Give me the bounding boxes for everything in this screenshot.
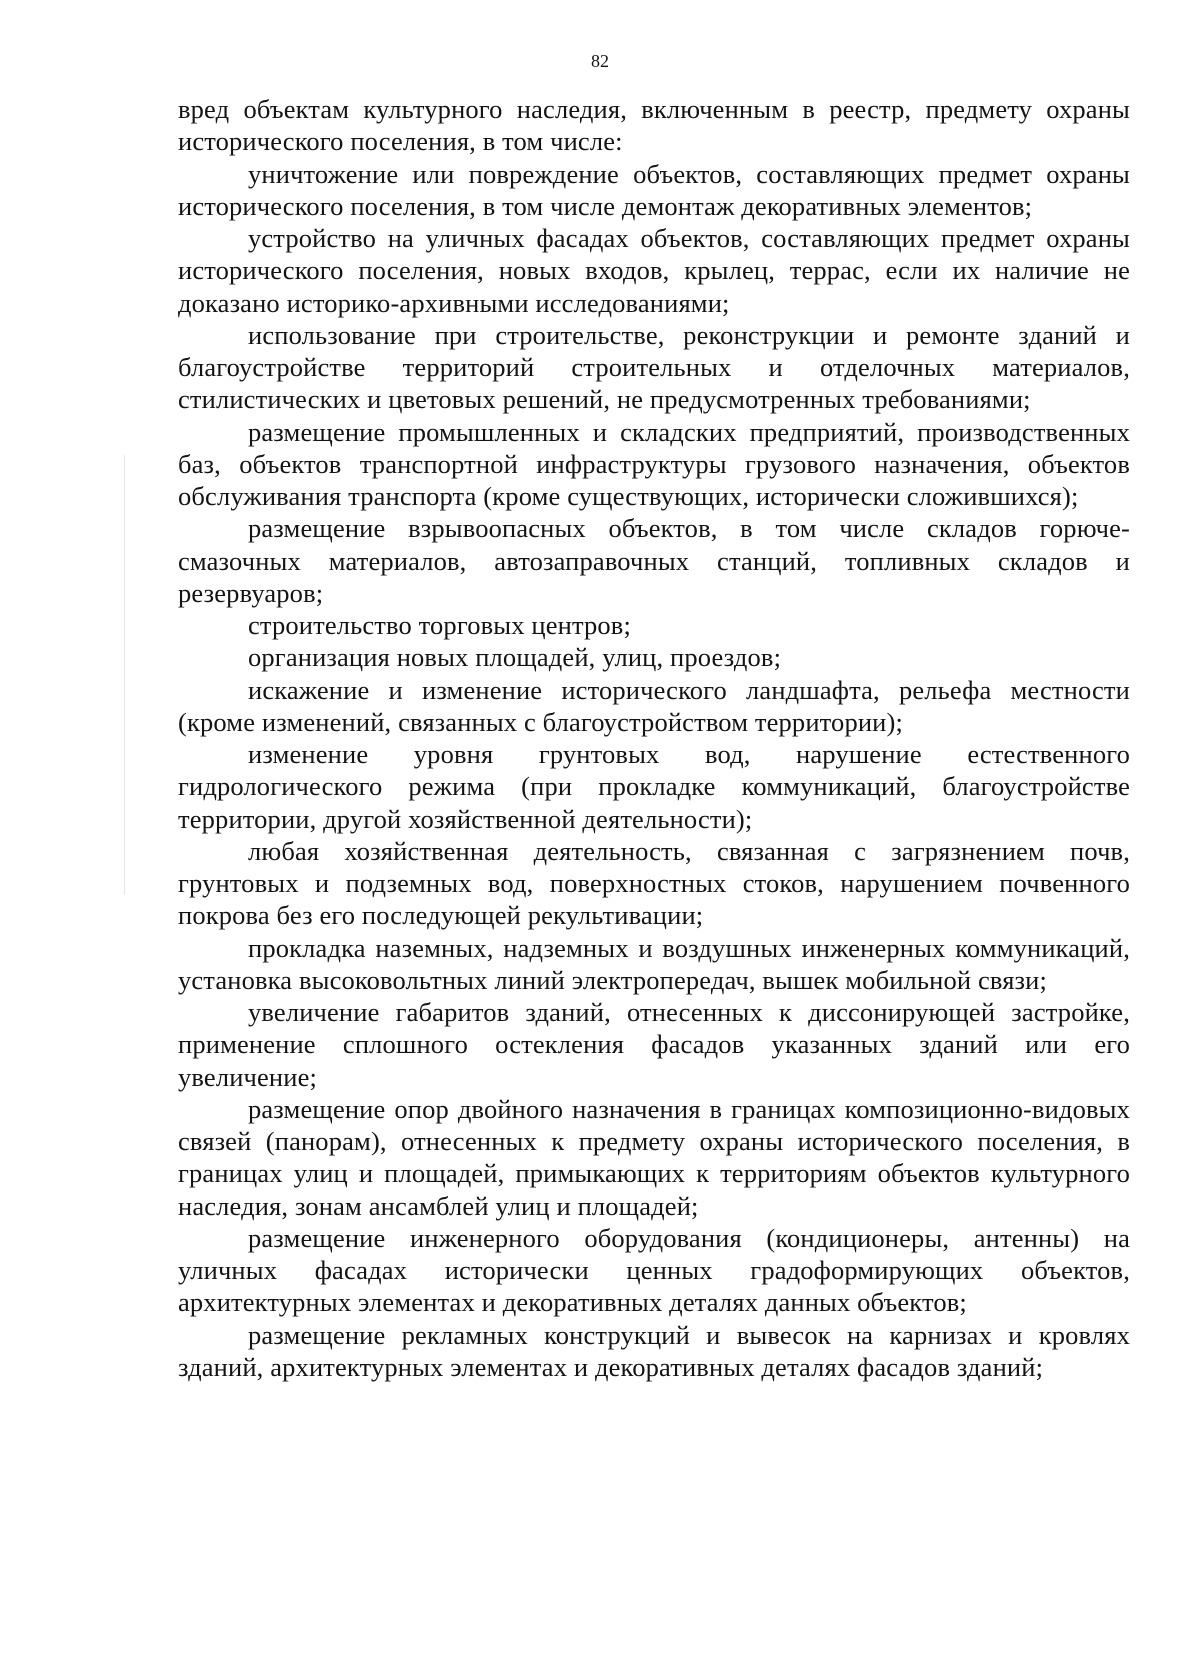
paragraph-new-squares: организация новых площадей, улиц, проездов; <box>248 642 782 673</box>
paragraph-groundwater: изменение уровня грунтовых вод, нарушение естественного гидрологического режима (при прокладке коммуникаций, благоустройстве территории, другой хозяйственной деятельности); <box>178 739 1130 834</box>
page-number: 82 <box>591 51 609 71</box>
paragraph-new-entrances: устройство на уличных фасадах объектов, составляющих предмет охраны исторического поселения, новых входов, крылец, террас, если их наличие не доказано историко-архивными исследованиями; <box>178 223 1130 318</box>
paragraph-equipment: размещение инженерного оборудования (кондиционеры, антенны) на уличных фасадах исторически ценных градоформирующих объектов, архитектурных элементах и декоративных деталях данных объектов; <box>178 1222 1130 1318</box>
paragraph-advertising: размещение рекламных конструкций и вывесок на карнизах и кровлях зданий, архитектурных элементах и декоративных деталях фасадов зданий; <box>178 1319 1130 1382</box>
paragraph-destruction: уничтожение или повреждение объектов, составляющих предмет охраны исторического поселения, в том числе демонтаж декоративных элементов; <box>178 158 1130 221</box>
paragraph-industrial: размещение промышленных и складских предприятий, производственных баз, объектов транспортной инфраструктуры грузового назначения, объектов обслуживания транспорта (кроме существующих, исторически сложившихся); <box>178 416 1130 511</box>
paragraph-landscape: искажение и изменение исторического ландшафта, рельефа местности (кроме изменений, связанных с благоустройством территории); <box>178 674 1130 737</box>
paragraph-poles: размещение опор двойного назначения в границах композиционно-видовых связей (панорам), отнесенных к предмету охраны исторического поселения, в границах улиц и площадей, примыкающих к территориям объектов культурного наследия, зонам ансамблей улиц и площадей; <box>178 1093 1130 1221</box>
scan-edge-mark <box>124 455 125 895</box>
paragraph-explosive: размещение взрывоопасных объектов, в том числе складов горюче-смазочных материалов, автозаправочных станций, топливных складов и резервуаров; <box>178 513 1130 608</box>
paragraph-harm-intro: вред объектам культурного наследия, включенным в реестр, предмету охраны исторического поселения, в том числе: <box>178 94 1130 157</box>
paragraph-shopping-centers: строительство торговых центров; <box>248 610 631 640</box>
paragraph-utilities: прокладка наземных, надземных и воздушных инженерных коммуникаций, установка высоковольтных линий электропередач, вышек мобильной связи; <box>178 932 1130 995</box>
paragraph-dissonant-buildings: увеличение габаритов зданий, отнесенных к диссонирующей застройке, применение сплошного остекления фасадов указанных зданий или его увеличение; <box>178 997 1130 1092</box>
paragraph-pollution: любая хозяйственная деятельность, связанная с загрязнением почв, грунтовых и подземных вод, поверхностных стоков, нарушением почвенного покрова без его последующей рекультивации; <box>178 835 1130 931</box>
paragraph-materials: использование при строительстве, реконструкции и ремонте зданий и благоустройстве территорий строительных и отделочных материалов, стилистических и цветовых решений, не предусмотренных требованиями; <box>178 319 1130 415</box>
document-body <box>178 93 1130 1383</box>
